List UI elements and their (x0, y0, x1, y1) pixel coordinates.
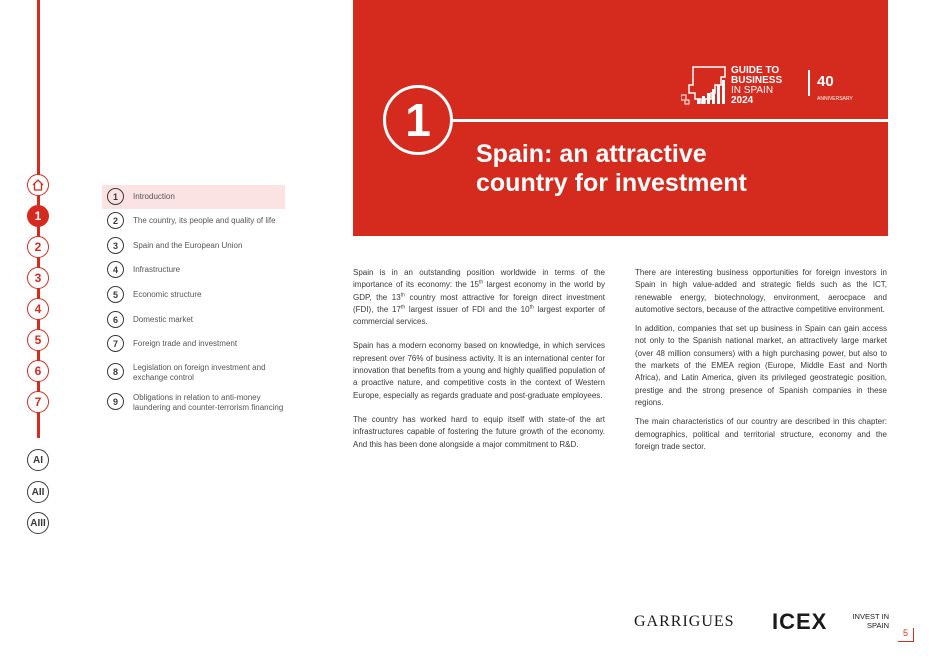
page-number: 5 (898, 628, 914, 642)
body-column-right (635, 267, 887, 460)
page-title (476, 140, 836, 198)
toc-number: 9 (107, 393, 124, 410)
paragraph: The country has worked hard to equip itself with state-of the art infrastructures capable of fostering the future growth of the economy. And this has been done alongside a major commitment to R&D. (353, 414, 605, 449)
chapter-header (353, 0, 888, 236)
header-rule (453, 119, 888, 122)
toc-item-domestic-market[interactable] (102, 308, 285, 328)
guide-line-3: IN SPAIN (731, 85, 774, 96)
anniversary-number: 40 (817, 73, 834, 90)
toc-item-legislation[interactable] (102, 358, 285, 383)
toc-item-foreign-trade[interactable] (102, 332, 285, 352)
toc-item-infrastructure[interactable] (102, 258, 285, 278)
guide-line-2: BUSINESS (731, 75, 783, 86)
spain-map-icon (681, 65, 729, 107)
chapter-number: 1 (383, 85, 453, 155)
nav-chapter-1[interactable]: 1 (27, 205, 49, 227)
title-line-1: Spain: an attractive (476, 140, 707, 168)
anniversary-label: ANNIVERSARY (817, 96, 853, 103)
nav-chapter-7[interactable]: 7 (27, 391, 49, 413)
toc-item-eu[interactable] (102, 234, 285, 254)
toc-item-country[interactable] (102, 209, 285, 229)
paragraph: There are interesting business opportunities for foreign investors in Spain in high value-added and strategic fields such as the ICT, renewable energy, biotechnology, environment, aerocpace and automotive sectors, because of the attractive competitive environment. (635, 268, 887, 314)
guide-year: 2024 (731, 95, 754, 106)
toc-label: Economic structure (133, 290, 202, 299)
garrigues-logo: GARRIGUES (634, 613, 735, 630)
toc-label: Domestic market (133, 315, 194, 324)
toc-number: 1 (107, 188, 124, 205)
toc-item-economic-structure[interactable] (102, 283, 285, 303)
toc-number: 6 (107, 311, 124, 328)
nav-chapter-2[interactable]: 2 (27, 236, 49, 258)
nav-annex-2[interactable]: AII (27, 481, 49, 503)
nav-chapter-5[interactable]: 5 (27, 329, 49, 351)
title-line-2: country for investment (476, 169, 747, 197)
toc-label: Obligations in relation to anti-money laundering and counter-terrorism financing (133, 393, 284, 412)
toc-label: Legislation on foreign investment and exchange control (133, 363, 266, 382)
toc-item-obligations[interactable] (102, 389, 285, 413)
toc-number: 8 (107, 363, 124, 380)
home-button[interactable] (27, 174, 49, 196)
guide-line-1: GUIDE TO (731, 65, 780, 76)
logo-divider (808, 70, 810, 96)
nav-chapter-3[interactable]: 3 (27, 267, 49, 289)
home-icon (31, 178, 45, 192)
paragraph: Spain has a modern economy based on knowledge, in which services represent over 76% of business activity. It is an international center for innovation that benefits from a young and highly qualified population of a proactive nature, and competitive costs in the context of Western Europe, especially as regards graduate and post-graduate employees. (353, 341, 605, 400)
guide-logo (681, 65, 867, 107)
paragraph: In addition, companies that set up business in Spain can gain access not only to the Spanish national market, an attractively large market (over 48 million consumers) with a high purchasing power, but also to the markets of the EMEA region (Europe, Middle East and North Africa), and Latin America, given its privileged geostrategic position, prestige and the strong presence of Spanish companies in these regions. (635, 324, 887, 407)
toc-number: 5 (107, 286, 124, 303)
paragraph: Spain is in an outstanding position worldwide in terms of the importance of its economy: the 15th largest economy in the world by GDP, the 13th country most attractive for foreign direct investment (FDI), the 17th largest issuer of FDI and the 10th largest exporter of commercial services. (353, 268, 606, 327)
toc-number: 2 (107, 212, 124, 229)
nav-annex-1[interactable]: AI (27, 449, 49, 471)
toc-label: The country, its people and quality of life (133, 216, 276, 225)
icex-logo: ICEX (772, 609, 828, 634)
anniversary-badge (817, 73, 867, 107)
toc-label: Spain and the European Union (133, 241, 243, 250)
paragraph: The main characteristics of our country are described in this chapter: demographics, political and territorial structure, economy and the foreign trade sector. (635, 417, 887, 451)
toc-number: 7 (107, 335, 124, 352)
toc-number: 3 (107, 237, 124, 254)
toc-item-introduction[interactable] (102, 185, 285, 209)
toc-label: Introduction (133, 192, 175, 201)
body-column-left (353, 267, 605, 463)
nav-chapter-6[interactable]: 6 (27, 360, 49, 382)
nav-annex-3[interactable]: AIII (27, 512, 49, 534)
invest-in-spain-logo: INVEST IN SPAIN (852, 612, 889, 630)
guide-title (731, 66, 782, 106)
toc-label: Foreign trade and investment (133, 339, 238, 348)
toc-label: Infrastructure (133, 265, 181, 274)
nav-chapter-4[interactable]: 4 (27, 298, 49, 320)
toc-number: 4 (107, 261, 124, 278)
